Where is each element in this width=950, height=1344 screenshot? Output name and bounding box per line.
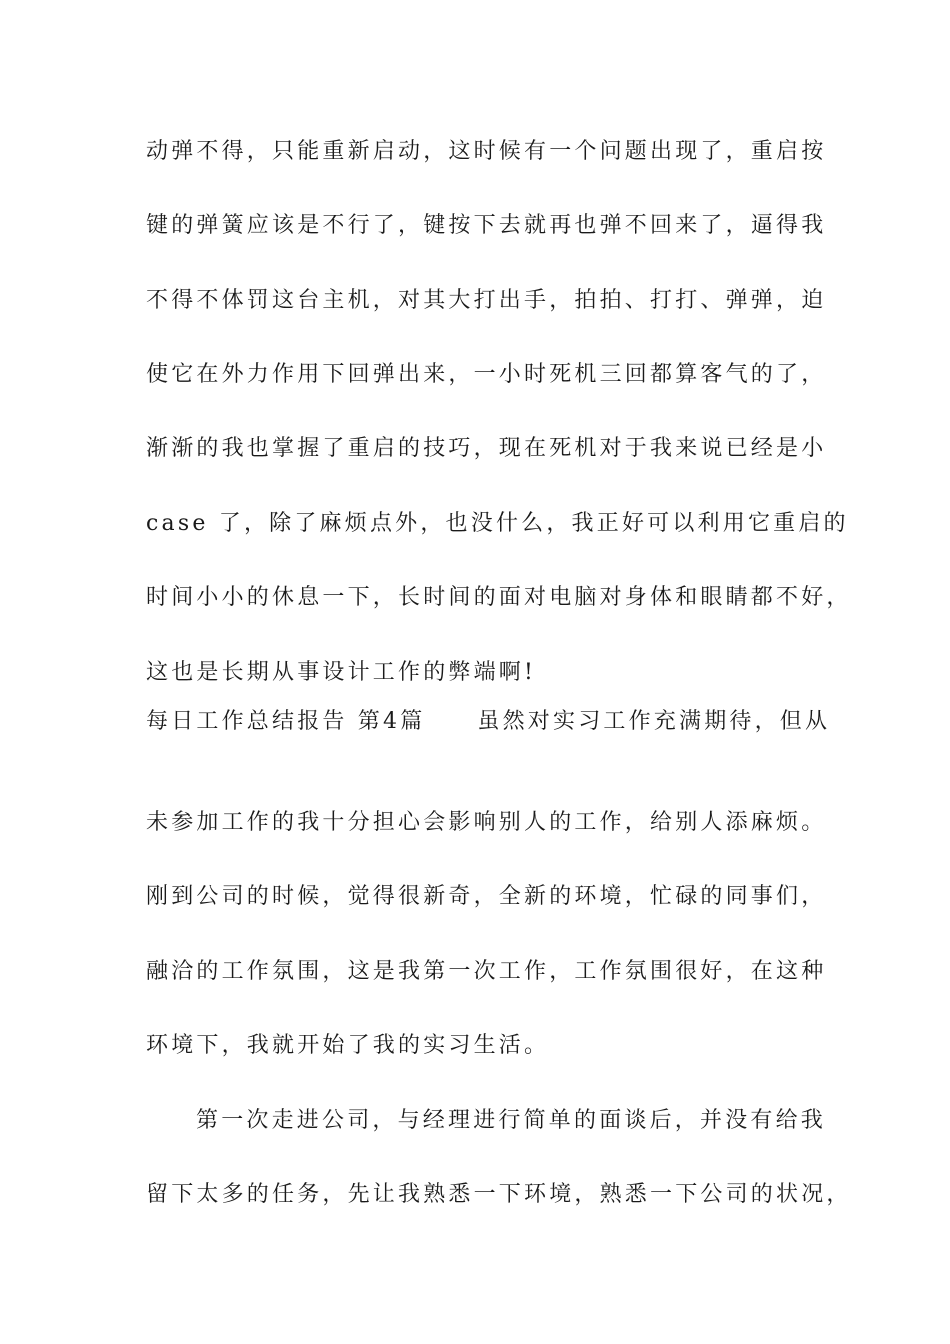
text-line: 刚到公司的时候，觉得很新奇，全新的环境，忙碌的同事们， [146,884,827,909]
section-heading: 每日工作总结报告 第4篇 [146,709,426,734]
text-line: 动弹不得，只能重新启动，这时候有一个问题出现了，重启按 [146,139,827,164]
text-line: case 了，除了麻烦点外，也没什么，我正好可以利用它重启的 [146,511,849,536]
section-first-line: 虽然对实习工作充满期待，但从 [477,709,831,734]
text-line: 不得不体罚这台主机，对其大打出手，拍拍、打打、弹弹，迫 [146,288,827,313]
text-line: 留下太多的任务，先让我熟悉一下环境，熟悉一下公司的状况， [146,1182,852,1207]
text-line: 使它在外力作用下回弹出来，一小时死机三回都算客气的了， [146,362,827,387]
text-line: 环境下，我就开始了我的实习生活。 [146,1033,550,1058]
paragraph-first-line: 第一次走进公司，与经理进行简单的面谈后，并没有给我 [196,1108,827,1133]
text-line: 这也是长期从事设计工作的弊端啊! [146,660,537,685]
text-line: 时间小小的休息一下，长时间的面对电脑对身体和眼睛都不好， [146,585,852,610]
text-line: 融洽的工作氛围，这是我第一次工作，工作氛围很好，在这种 [146,959,827,984]
text-line: 未参加工作的我十分担心会影响别人的工作，给别人添麻烦。 [146,810,827,835]
text-line: 渐渐的我也掌握了重启的技巧，现在死机对于我来说已经是小 [146,436,827,461]
text-line: 键的弹簧应该是不行了，键按下去就再也弹不回来了，逼得我 [146,213,827,238]
section-heading-line [146,705,830,739]
